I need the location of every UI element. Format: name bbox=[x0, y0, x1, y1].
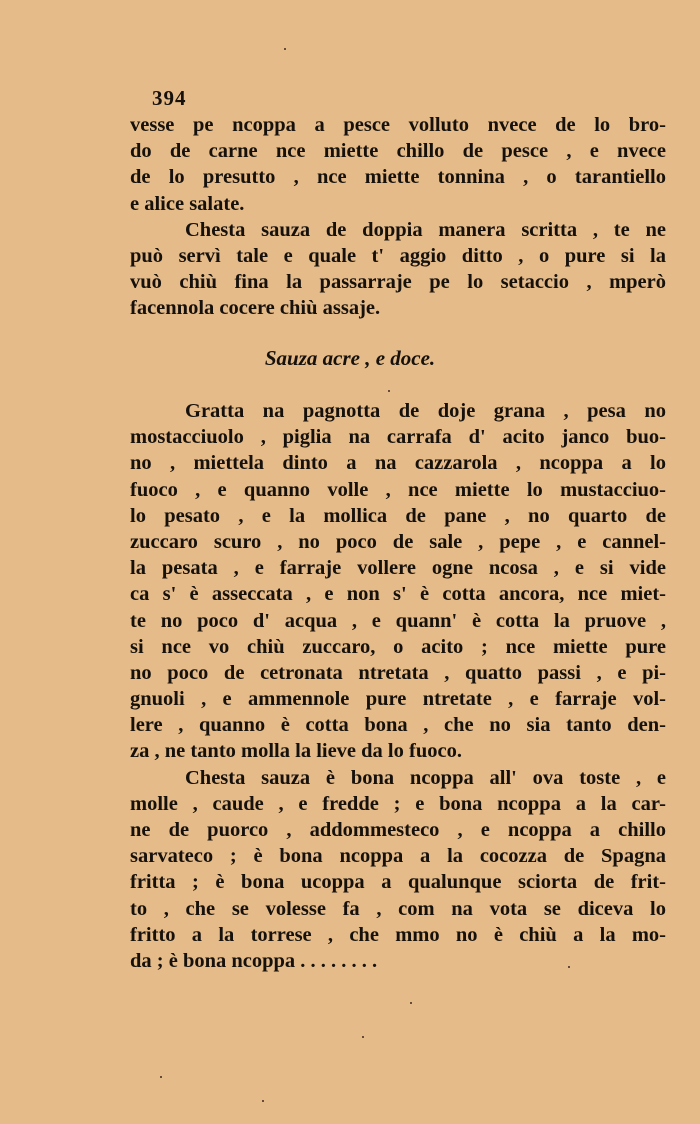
text-line: te no poco d' acqua , e quann' è cotta la pruove , bbox=[130, 609, 666, 632]
paragraph bbox=[130, 398, 666, 765]
text-line: fritta ; è bona ucoppa a qualunque sciorta de frit- bbox=[130, 871, 666, 894]
text-line: ne de puorco , addommesteco , e ncoppa a chillo bbox=[130, 819, 666, 841]
paper-speck bbox=[362, 1036, 364, 1038]
text-line: lo pesato , e la mollica de pane , no quarto de bbox=[130, 504, 666, 527]
text-line: molle , caude , e fredde ; e bona ncoppa a la car- bbox=[130, 792, 666, 815]
text-line: zuccaro scuro , no poco de sale , pepe , e cannel- bbox=[130, 530, 666, 553]
section-heading: Sauza acre , e doce. bbox=[264, 346, 436, 370]
text-line: gnuoli , e ammennole pure ntretate , e farraje vol- bbox=[130, 688, 666, 711]
paragraph bbox=[130, 112, 666, 217]
text-line: Gratta na pagnotta de doje grana , pesa no bbox=[185, 400, 666, 422]
text-line: da ; è bona ncoppa . . . . . . . . bbox=[130, 949, 378, 972]
text-line: Chesta sauza de doppia manera scritta , te ne bbox=[185, 218, 666, 241]
text-line: fuoco , e quanno volle , nce miette lo mustacciuo- bbox=[130, 478, 666, 501]
paper-speck bbox=[262, 1100, 264, 1102]
text-line: de lo presutto , nce miette tonnina , o tarantiello bbox=[130, 166, 666, 189]
text-line: fritto a la torrese , che mmo no è chiù a la mo- bbox=[130, 923, 666, 946]
text-line: facennola cocere chiù assaje. bbox=[130, 297, 381, 320]
text-line: mostacciuolo , piglia na carrafa d' acito janco buo- bbox=[130, 426, 666, 449]
text-line: vesse pe ncoppa a pesce volluto nvece de lo bro- bbox=[130, 114, 666, 136]
paper-speck bbox=[410, 1002, 412, 1004]
page-number: 394 bbox=[152, 86, 187, 110]
text-line: sarvateco ; è bona ncoppa a la cocozza de Spagna bbox=[130, 845, 666, 868]
text-block-top bbox=[130, 112, 666, 322]
paper-speck bbox=[284, 48, 286, 50]
text-line: e alice salate. bbox=[130, 192, 245, 215]
text-line: do de carne nce miette chillo de pesce , e nvece bbox=[130, 140, 666, 163]
text-line: za , ne tanto molla la lieve da lo fuoco. bbox=[130, 740, 462, 763]
paragraph bbox=[130, 765, 666, 975]
text-line: to , che se volesse fa , com na vota se diceva lo bbox=[130, 897, 666, 920]
text-line: si nce vo chiù zuccaro, o acito ; nce miette pure bbox=[130, 635, 666, 658]
paper-speck bbox=[160, 1076, 162, 1078]
paper-speck bbox=[568, 966, 570, 968]
paragraph bbox=[130, 217, 666, 322]
text-block-bottom bbox=[130, 398, 666, 974]
text-line: Chesta sauza è bona ncoppa all' ova toste , e bbox=[185, 766, 666, 789]
text-line: lere , quanno è cotta bona , che no sia tanto den- bbox=[130, 714, 666, 737]
text-line: vuò chiù fina la passarraje pe lo setaccio , mperò bbox=[130, 271, 666, 294]
text-line: la pesata , e farraje vollere ogne ncosa , e si vide bbox=[130, 557, 666, 580]
text-line: no poco de cetronata ntretata , quatto passi , e pi- bbox=[130, 661, 666, 684]
paper-speck bbox=[388, 390, 390, 392]
text-line: può servì tale e quale t' aggio ditto , o pure si la bbox=[130, 244, 666, 267]
text-line: ca s' è asseccata , e non s' è cotta ancora, nce miet- bbox=[130, 583, 666, 606]
text-line: no , miettela dinto a na cazzarola , ncoppa a lo bbox=[130, 452, 666, 475]
